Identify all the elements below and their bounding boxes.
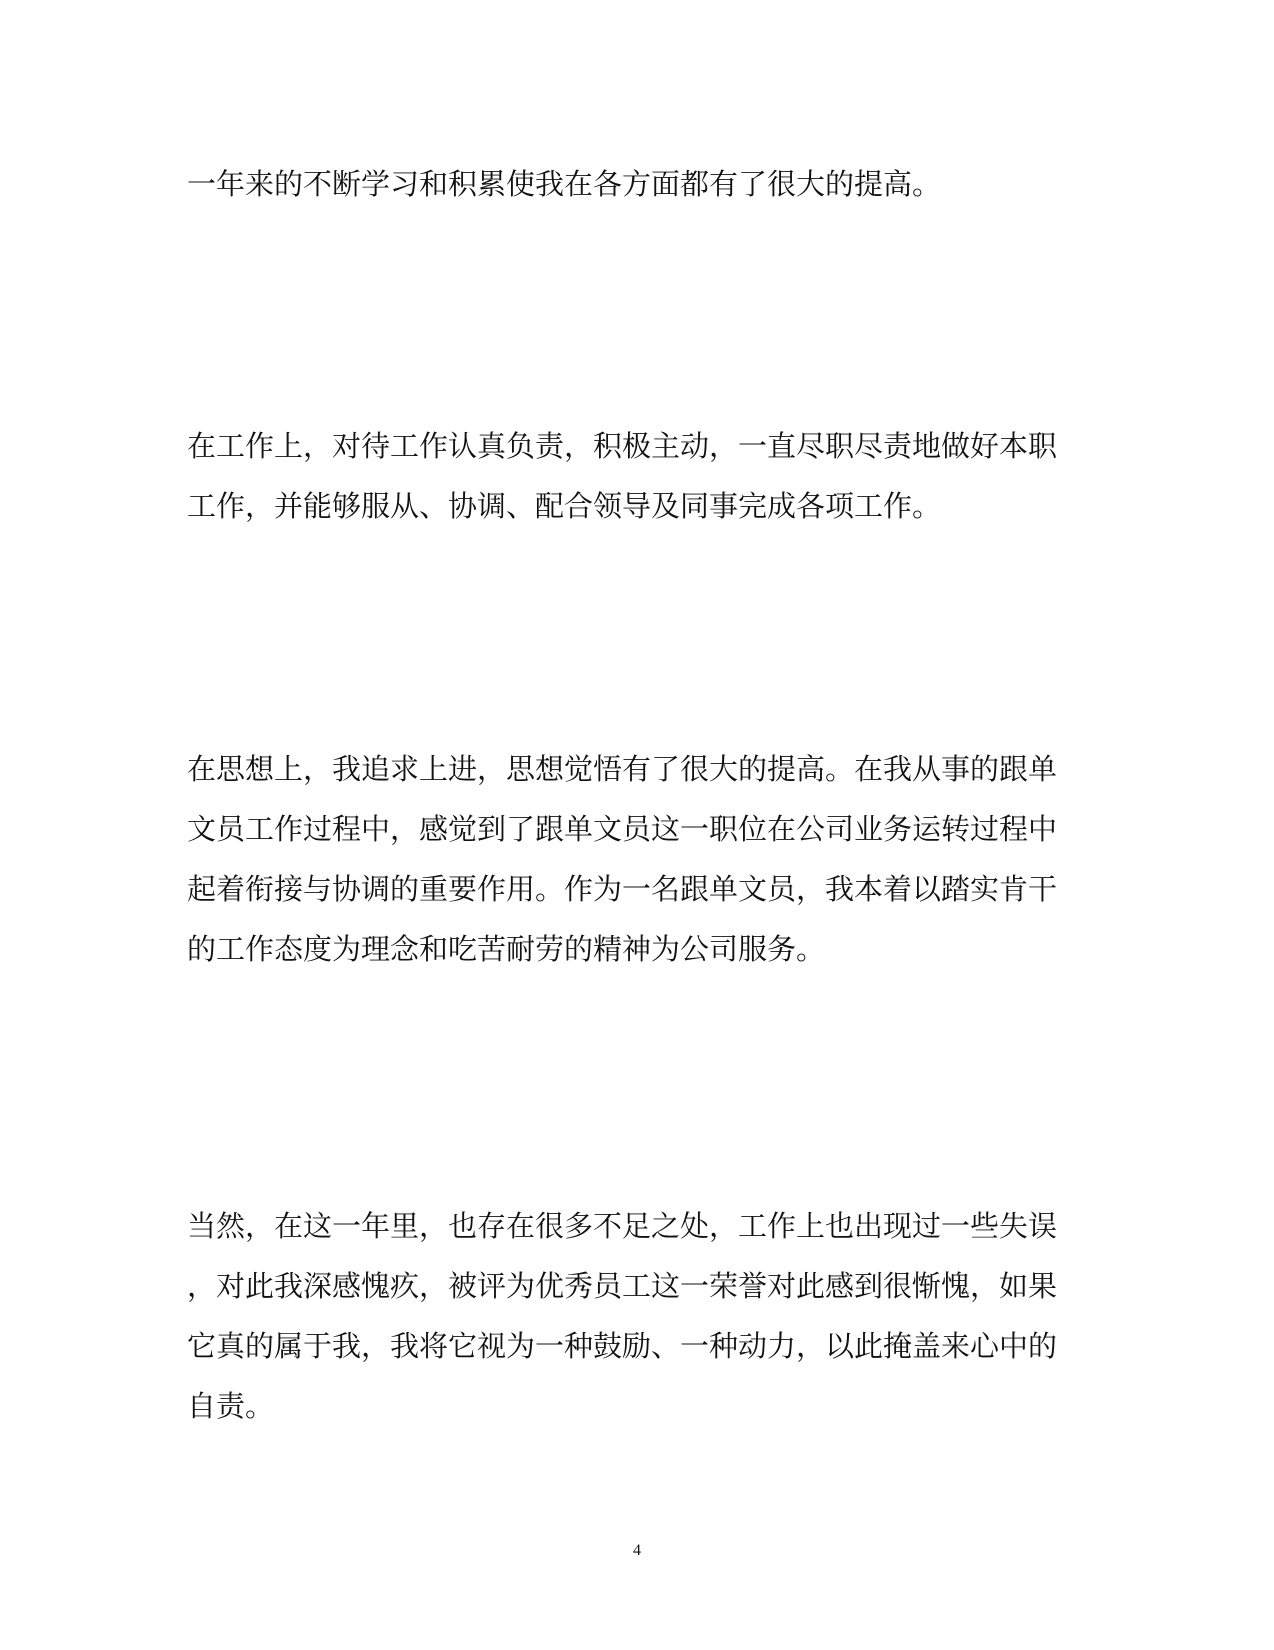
paragraph-line: 它真的属于我，我将它视为一种鼓励、一种动力，以此掩盖来心中的	[187, 1329, 1058, 1363]
paragraph-3	[187, 739, 1067, 979]
paragraph-2	[187, 416, 1067, 536]
paragraph-line: ，对此我深感愧疚，被评为优秀员工这一荣誉对此感到很惭愧，如果	[187, 1269, 1058, 1303]
paragraph-line: 的工作态度为理念和吃苦耐劳的精神为公司服务。	[187, 932, 826, 966]
paragraph-line: 在思想上，我追求上进，思想觉悟有了很大的提高。在我从事的跟单	[187, 752, 1058, 786]
page-number: 4	[633, 1542, 641, 1559]
paragraph-line: 当然，在这一年里，也存在很多不足之处，工作上也出现过一些失误	[187, 1209, 1058, 1243]
paragraph-line: 文员工作过程中，感觉到了跟单文员这一职位在公司业务运转过程中	[187, 812, 1058, 846]
paragraph-4	[187, 1196, 1067, 1436]
paragraph-line: 工作，并能够服从、协调、配合领导及同事完成各项工作。	[187, 489, 942, 523]
paragraph-1	[187, 154, 1067, 214]
paragraph-line: 起着衔接与协调的重要作用。作为一名跟单文员，我本着以踏实肯干	[187, 872, 1058, 906]
paragraph-line: 在工作上，对待工作认真负责，积极主动，一直尽职尽责地做好本职	[187, 429, 1058, 463]
paragraph-line: 一年来的不断学习和积累使我在各方面都有了很大的提高。	[187, 167, 942, 201]
paragraph-line: 自责。	[187, 1389, 275, 1423]
